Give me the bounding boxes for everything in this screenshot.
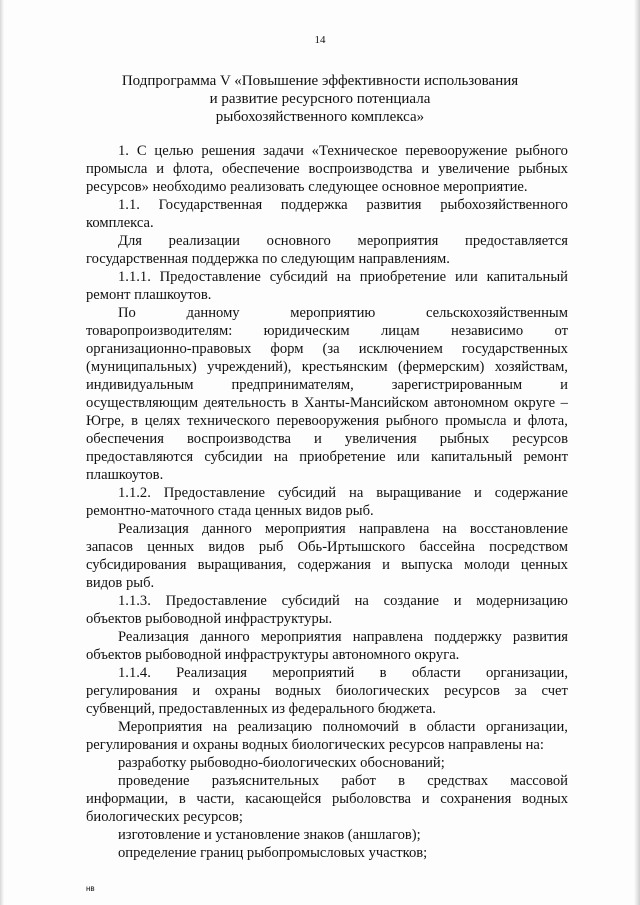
- text-line: ресурсов» необходимо реализовать следующее основное мероприятие.: [86, 179, 528, 195]
- paragraph: [86, 772, 568, 826]
- text-line: Реализация данного мероприятия направлена на восстановление: [118, 521, 568, 537]
- text-line: товаропроизводителям: юридическим лицам независимо от: [86, 323, 568, 339]
- paragraph: [86, 754, 568, 772]
- text-line: проведение разъяснительных работ в средствах массовой: [118, 773, 568, 789]
- text-line: определение границ рыбопромысловых участков;: [118, 845, 428, 861]
- text-line: запасов ценных видов рыб Обь-Иртышского бассейна посредством: [86, 539, 568, 555]
- text-line: предоставляются субсидии на приобретение или капитальный ремонт: [86, 449, 568, 465]
- paragraph: [86, 268, 568, 304]
- paragraph: [86, 142, 568, 196]
- paragraph: [86, 304, 568, 484]
- text-line: 1.1.3. Предоставление субсидий на создание и модернизацию: [118, 593, 568, 609]
- scan-edge-right: [634, 0, 640, 905]
- paragraph: [86, 664, 568, 718]
- text-line: Реализация данного мероприятия направлена поддержку развития: [118, 629, 568, 645]
- page-number: 14: [314, 34, 326, 46]
- text-line: плашкоутов.: [86, 467, 164, 483]
- text-line: биологических ресурсов;: [86, 809, 243, 825]
- scan-edge-left: [0, 0, 4, 905]
- text-line: (муниципальных) учреждений), крестьянским (фермерским) хозяйствам,: [86, 359, 568, 375]
- text-line: субсидирования выращивания, содержания и выпуска молоди ценных: [86, 557, 568, 573]
- text-line: регулирования и охраны водных биологических ресурсов направлены на:: [86, 737, 544, 753]
- paragraph: [86, 484, 568, 520]
- text-line: объектов рыбоводной инфраструктуры автономного округа.: [86, 647, 460, 663]
- text-line: ремонтно-маточного стада ценных видов рыб.: [86, 503, 374, 519]
- paragraph: [86, 844, 568, 862]
- paragraph: [86, 232, 568, 268]
- text-line: Мероприятия на реализацию полномочий в области организации,: [118, 719, 568, 735]
- text-line: Для реализации основного мероприятия предоставляется: [118, 233, 568, 249]
- text-line: По данному мероприятию сельскохозяйственным: [118, 305, 568, 321]
- text-line: комплекса.: [86, 215, 154, 231]
- text-line: 1. С целью решения задачи «Техническое перевооружение рыбного: [118, 143, 568, 159]
- text-line: субвенций, предоставленных из федерального бюджета.: [86, 701, 436, 717]
- document-body: [86, 142, 568, 862]
- paragraph: [86, 826, 568, 844]
- text-line: регулирования и охраны водных биологических ресурсов за счет: [86, 683, 568, 699]
- text-line: Югре, в целях технического перевооружения рыбного промысла и флота,: [86, 413, 568, 429]
- title-line: Подпрограмма V «Повышение эффективности использования: [121, 73, 519, 89]
- text-line: изготовление и установление знаков (аншлагов);: [118, 827, 421, 843]
- title-line: и развитие ресурсного потенциала: [209, 91, 431, 107]
- text-line: 1.1. Государственная поддержка развития рыбохозяйственного: [118, 197, 568, 213]
- text-line: ремонт плашкоутов.: [86, 287, 212, 303]
- paragraph: [86, 592, 568, 628]
- paragraph: [86, 628, 568, 664]
- text-line: промысла и флота, обеспечение воспроизводства и увеличение рыбных: [86, 161, 568, 177]
- paragraph: [86, 520, 568, 592]
- text-line: объектов рыбоводной инфраструктуры.: [86, 611, 333, 627]
- text-line: 1.1.4. Реализация мероприятий в области организации,: [118, 665, 568, 681]
- text-line: обеспечения воспроизводства и увеличения рыбных ресурсов: [86, 431, 568, 447]
- text-line: государственная поддержка по следующим направлениям.: [86, 251, 450, 267]
- footer-mark: нв: [86, 884, 95, 893]
- text-line: осуществляющим деятельность в Ханты-Мансийском автономном округе –: [86, 395, 568, 411]
- text-line: индивидуальным предпринимателям, зарегистрированным и: [86, 377, 568, 393]
- subprogram-title: [0, 72, 640, 126]
- title-line: рыбохозяйственного комплекса»: [215, 109, 425, 125]
- text-line: видов рыб.: [86, 575, 155, 591]
- paragraph: [86, 718, 568, 754]
- text-line: разработку рыбоводно-биологических обоснований;: [118, 755, 445, 771]
- text-line: 1.1.1. Предоставление субсидий на приобретение или капитальный: [118, 269, 568, 285]
- text-line: информации, в части, касающейся рыболовства и сохранения водных: [86, 791, 568, 807]
- text-line: организационно-правовых форм (за исключением государственных: [86, 341, 568, 357]
- paragraph: [86, 196, 568, 232]
- text-line: 1.1.2. Предоставление субсидий на выращивание и содержание: [118, 485, 568, 501]
